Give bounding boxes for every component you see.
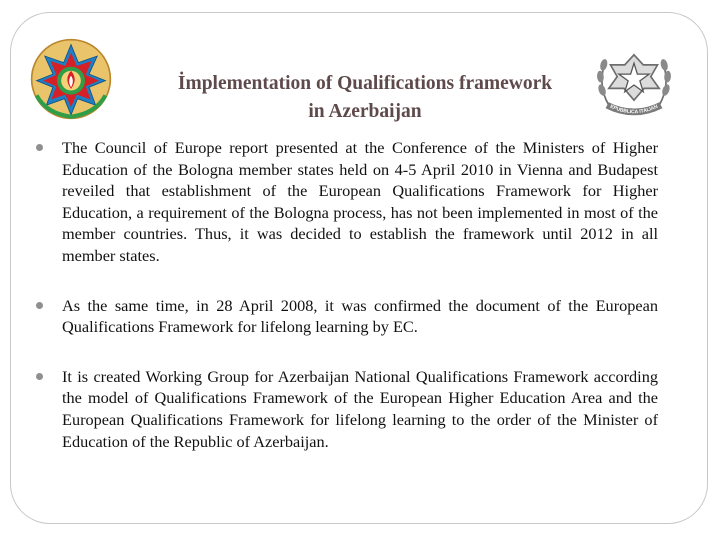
- bullet-text: As the same time, in 28 April 2008, it was confirmed the document of the European Qualifications Framework for lifelong learning by EC.: [62, 295, 658, 337]
- bullet-item: [36, 295, 658, 338]
- bullet-text: The Council of Europe report presented at the Conference of the Ministers of Higher Education of the Bologna member states held on 4-5 April 2010 in Vienna and Budapest reveiled that establishment of the European Qualifications Framework for Higher Education, a requirement of the Bologna process, has not been implemented in most of the member countries. Thus, it was decided to establish the framework until 2012 in all member states.: [62, 138, 658, 265]
- azerbaijan-emblem-icon: [30, 38, 112, 120]
- bullet-dot-icon: [36, 373, 43, 380]
- bullet-dot-icon: [36, 302, 43, 309]
- slide-title: [110, 70, 620, 126]
- bullet-dot-icon: [36, 144, 43, 151]
- slide-title-line-1: İmplementation of Qualifications framework: [177, 73, 553, 94]
- emblem-ribbon-text: EPUBBLICA ITALIAN: [609, 103, 659, 116]
- slide-title-line-2: in Azerbaijan: [308, 101, 422, 122]
- bullet-list: [36, 137, 658, 452]
- bullet-item: [36, 366, 658, 452]
- bullet-item: [36, 137, 658, 267]
- bullet-text: It is created Working Group for Azerbaijan National Qualifications Framework according the model of Qualifications Framework of the European Higher Education Area and the European Qualifications Framework for lifelong learning to the order of the Minister of Education of the Republic of Azerbaijan.: [62, 366, 658, 451]
